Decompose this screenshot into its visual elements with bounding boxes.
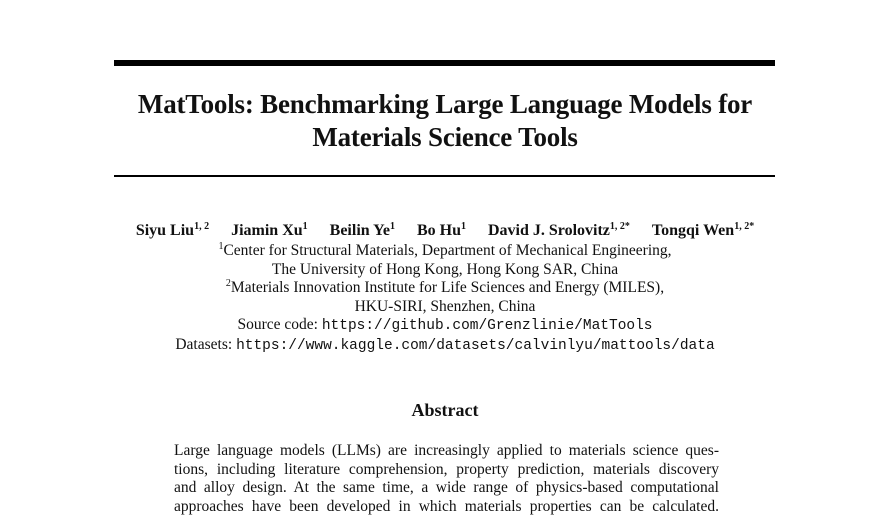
title-top-rule <box>114 60 775 66</box>
source-code-line <box>60 316 830 336</box>
datasets-label: Datasets: <box>175 335 233 353</box>
author-affiliation-mark: 1 <box>389 221 395 232</box>
abstract-line: tions, including literature comprehension, property prediction, materials discovery <box>174 460 719 478</box>
author <box>231 220 308 242</box>
affiliation-2-continued: HKU-SIRI, Shenzhen, China <box>354 297 536 315</box>
title-bottom-rule <box>114 175 775 177</box>
author-name: Siyu Liu <box>135 222 195 239</box>
author <box>417 220 466 242</box>
author <box>488 220 630 242</box>
author-name: Bo Hu <box>416 222 461 239</box>
datasets-line <box>60 336 830 356</box>
author-affiliation-mark: 1 <box>302 221 308 232</box>
author-affiliation-mark: 1 <box>460 221 466 232</box>
abstract-line: approaches have been developed in which materials properties can be calculated. <box>174 497 719 515</box>
author-affiliation-mark: 1, 2 <box>194 221 210 232</box>
author-affiliation-mark: 1, 2* <box>609 221 630 232</box>
author <box>136 220 209 242</box>
title-line-1: MatTools: Benchmarking Large Language Models for <box>137 89 753 119</box>
author <box>330 220 395 242</box>
author-name: Tongqi Wen <box>651 222 735 239</box>
affiliation-text: Materials Innovation Institute for Life Sciences and Energy (MILES), <box>230 279 665 296</box>
author-list <box>60 220 830 242</box>
abstract-heading: Abstract <box>411 400 479 420</box>
abstract-body <box>174 442 719 516</box>
author-affiliation-mark: 1, 2* <box>734 221 755 232</box>
abstract-line: and alloy design. At the same time, a wide range of physics-based computational <box>174 479 719 496</box>
affiliation-1 <box>60 242 830 261</box>
affiliation-2 <box>60 279 830 298</box>
affiliations <box>60 242 830 355</box>
author-name: Beilin Ye <box>329 222 390 239</box>
affiliation-1-continued: The University of Hong Kong, Hong Kong SAR, China <box>271 260 619 278</box>
author-name: David J. Srolovitz <box>487 222 610 239</box>
author-name: Jiamin Xu <box>231 222 303 239</box>
author <box>652 220 754 242</box>
title-line-2: Materials Science Tools <box>312 122 578 152</box>
datasets-link[interactable]: https://www.kaggle.com/datasets/calvinlyu/mattools/data <box>236 337 715 354</box>
affiliation-mark: 2 <box>225 278 231 289</box>
affiliation-text: Center for Structural Materials, Department of Mechanical Engineering, <box>223 242 672 259</box>
source-code-label: Source code: <box>237 316 318 333</box>
source-code-link[interactable]: https://github.com/Grenzlinie/MatTools <box>321 318 653 334</box>
abstract-line: Large language models (LLMs) are increasingly applied to materials science ques- <box>174 442 719 459</box>
paper-title <box>60 88 830 154</box>
affiliation-mark: 1 <box>218 241 224 252</box>
